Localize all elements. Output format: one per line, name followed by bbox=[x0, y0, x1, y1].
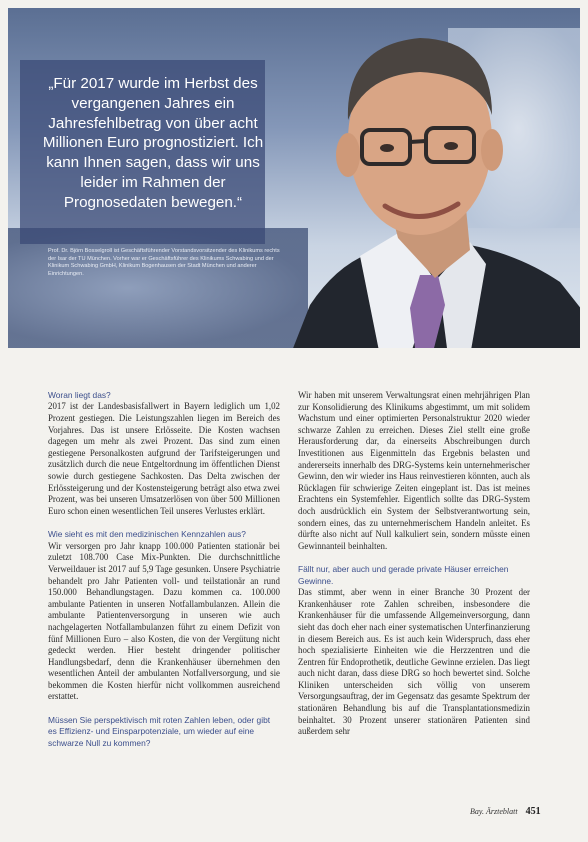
left-column bbox=[48, 390, 280, 749]
question-heading: Woran liegt das? bbox=[48, 390, 111, 400]
answer-paragraph: 2017 ist der Landesbasisfallwert in Bayern lediglich um 1,02 Prozent gestiegen. Die Leistungszahlen liegen im Bereich des Vorjahres. Das ist unsere Erlösseite. Die Kosten wachsen dagegen um mehr als zwei Prozent. Das sind zum einen gestiegene Personalkosten aufgrund der Tarifsteigerungen und zusätzlich durch die neue Entgeltordnung im öffentlichen Dienst sowie durch gestiegene Sachkosten. Das Delta zwischen der Erlössteigerung und der Kostensteigerung beträgt also etwa zwei Prozent, was bei unseren Umsatzerlösen von über 500 Millionen Euro schon einen wesentlichen Teil unseres Verlustes erklärt. bbox=[48, 401, 280, 516]
page-footer bbox=[470, 806, 541, 817]
portrait-photo bbox=[8, 8, 580, 348]
answer-paragraph: Das stimmt, aber wenn in einer Branche 30 Prozent der Krankenhäuser rote Zahlen schreiben, insbesondere die Krankenhäuser für die umfassende Allgemeinversorgung, dann sieht das doch eher nach einer systematischen Unterfinanzierung in diesem Bereich aus. Es ist auch kein Widerspruch, dass eher hoch spezialisierte Einheiten wie die Herzzentren und die Zentren für Endoprothetik, deutliche Gewinne erzielen. Das liegt auch nicht daran, dass diese DRG so hoch bewertet sind. Solche Kliniken unterscheiden sich völlig von unserem Versorgungsauftrag, der im Gegensatz das gesamte Spektrum der stationären Behandlung bis auf die Transplantationsmedizin beinhaltet. 30 Prozent unserer stationären Patienten sind außerdem sehr bbox=[298, 587, 530, 737]
pull-quote: „Für 2017 wurde im Herbst des vergangenen Jahres ein Jahresfehlbetrag von über acht Millionen Euro prognostiziert. Ich kann Ihnen sagen, dass wir uns leider im Rahmen der Prognosedaten bewegen.“ bbox=[42, 75, 264, 211]
right-column bbox=[298, 390, 530, 738]
magazine-name: Bay. Ärzteblatt bbox=[470, 807, 518, 816]
portrait-man-image bbox=[270, 20, 580, 348]
question-heading: Müssen Sie perspektivisch mit roten Zahlen leben, oder gibt es Effizienz- und Einsparpotenziale, um wieder auf eine schwarze Null zu kommen? bbox=[48, 715, 271, 748]
page-number: 451 bbox=[525, 806, 541, 817]
photo-caption: Prof. Dr. Björn Bosselgroll ist Geschäftsführender Vorstandsvorsitzender des Klinikums rechts der Isar der TU München. Vorher war er Geschäftsführer des Klinikums Schwabing und der Klinikum Schwabing GmbH, Klinikum Bogenhausen der Stadt München und anderer Einrichtungen. bbox=[48, 248, 280, 277]
background-blur bbox=[8, 228, 308, 348]
answer-paragraph: Wir haben mit unserem Verwaltungsrat einen mehrjährigen Plan zur Konsolidierung des Klinikums abgestimmt, um mit solidem Wachstum und einer optimierten Personalstruktur 2020 wieder schwarze Zahlen zu erreichen. Dieses Ziel stellt eine große Herausforderung dar, da einerseits Abschreibungen durch Investitionen aus Eigenmitteln das Ergebnis belasten und andererseits innerhalb des DRG-Systems kein unternehmerischer Gewinn, den wir wieder ins Haus reinvestieren könnten, auch als Rücklagen für schwierige Zeiten eingeplant ist. Das ist meines Erachtens ein Systemfehler. Eigentlich sollte das DRG-System doch ausdrücklich ein System der Selbstverantwortung sein, sondern eines, das zu unternehmerischem Handeln anleitet. Es dürfte also nicht auf Null kalkuliert sein, sondern müsste einen Gewinnanteil beinhalten. bbox=[298, 390, 530, 551]
answer-paragraph: Wir versorgen pro Jahr knapp 100.000 Patienten stationär bei zuletzt 108.700 Case Mix-Punkten. Die durchschnittliche Verweildauer ist 2017 auf 5,9 Tage gesunken. Unsere Psychiatrie behandelt pro Jahr Patienten voll- und teilstationär an rund 150.000 Behandlungstagen. Dazu kommen ca. 100.000 ambulante Patienten in unseren Notfallambulanzen. Allein die ambulante Patientenversorgung in unseren wie auch nachgelagerten Notfallambulanzen führt zu einem Defizit von fünf Millionen Euro – also Kosten, die von der Vergütung nicht gedeckt werden. Hier besteht dringender politischer Handlungsbedarf, denn die Krankenhäuser übernehmen den wesentlichen Anteil der ambulanten Notfallversorgung, und sie bekommen die Kosten hierfür nicht vollkommen ausreichend erstattet. bbox=[48, 540, 280, 702]
quote-overlay bbox=[20, 60, 265, 244]
question-heading: Wie sieht es mit den medizinischen Kennzahlen aus? bbox=[48, 529, 246, 540]
question-heading: Fällt nur, aber auch und gerade private Häuser erreichen Gewinne. bbox=[298, 564, 509, 586]
